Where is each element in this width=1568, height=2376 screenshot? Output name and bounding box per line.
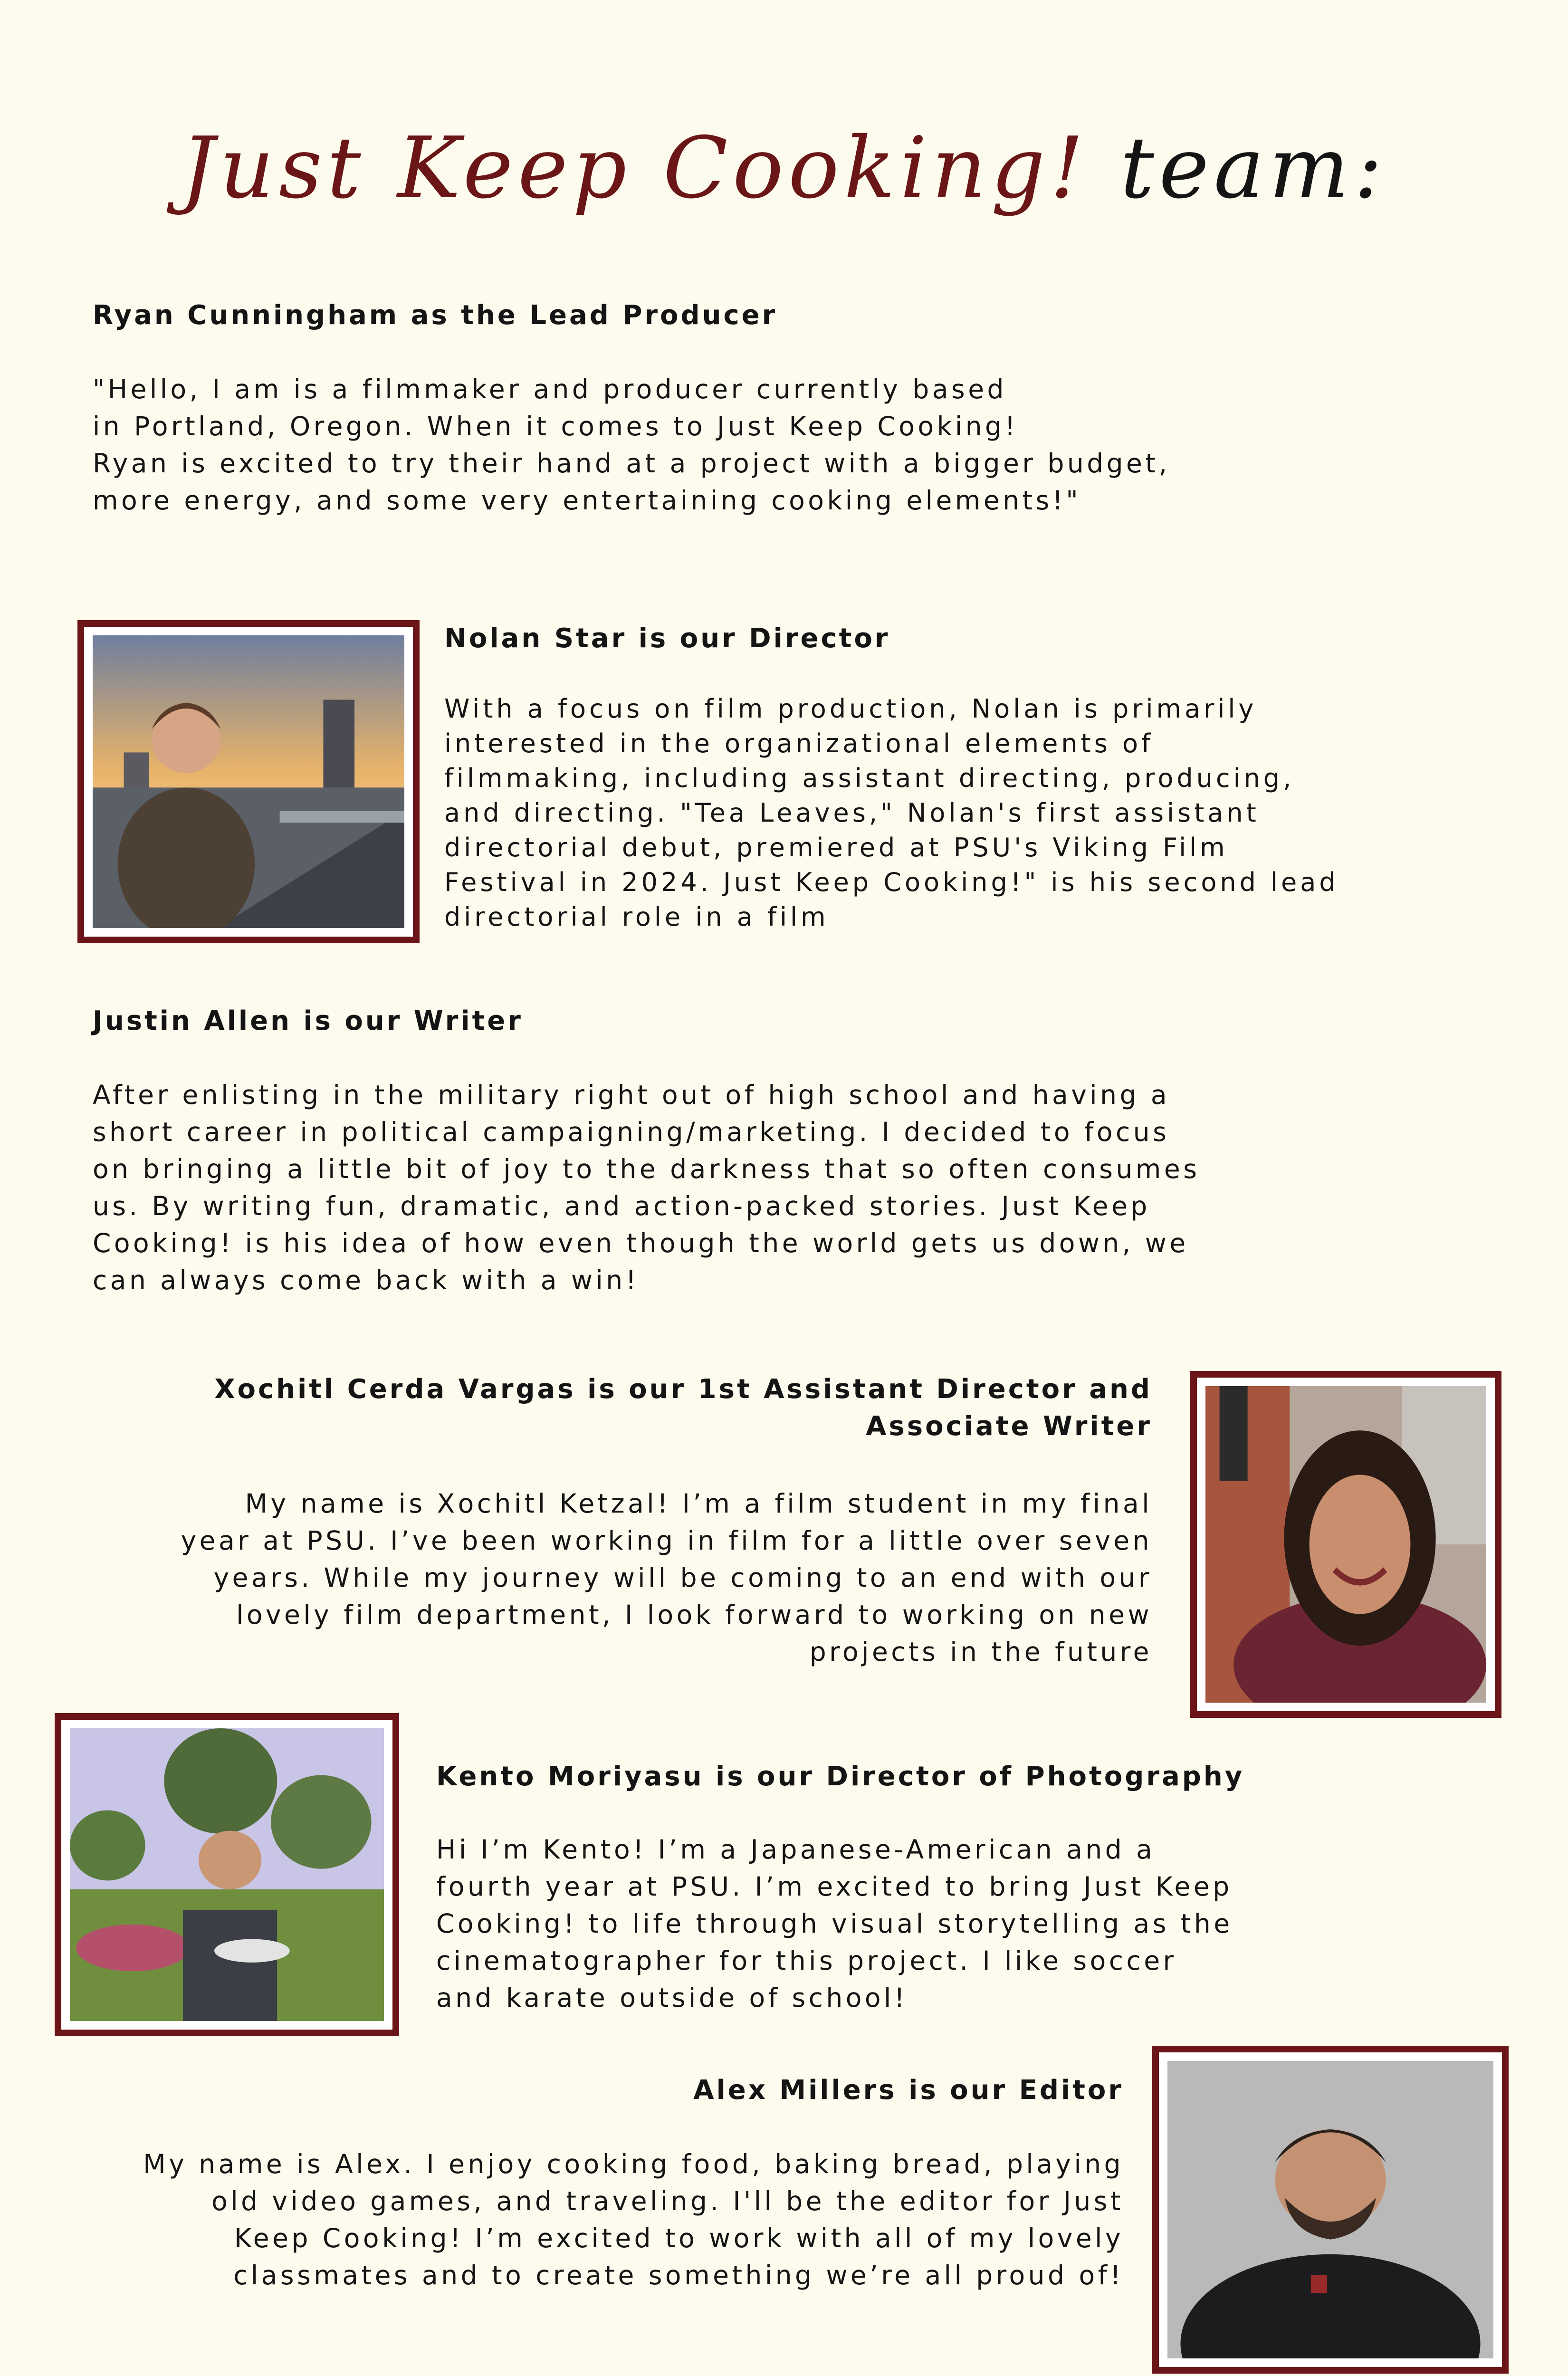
- bio-line: classmates and to create something we’re all proud of!: [233, 2260, 1124, 2290]
- alex-photo: [1152, 2046, 1509, 2374]
- kento-heading: Kento Moriyasu is our Director of Photography: [436, 1761, 1245, 1792]
- bio-line: old video games, and traveling. I'll be the editor for Just: [211, 2186, 1124, 2216]
- bio-line: lovely film department, I look forward to working on new: [236, 1600, 1152, 1630]
- bio-line: us. By writing fun, dramatic, and action-packed stories. Just Keep: [93, 1191, 1150, 1221]
- bio-line: After enlisting in the military right out of high school and having a: [93, 1080, 1170, 1110]
- bio-line: filmmaking, including assistant directing, producing,: [444, 763, 1295, 793]
- heading-line: Xochitl Cerda Vargas is our 1st Assistant Director and: [214, 1374, 1152, 1405]
- bio-line: on bringing a little bit of joy to the darkness that so often consumes: [93, 1154, 1200, 1184]
- ryan-bio: [93, 371, 1170, 519]
- bio-line: years. While my journey will be coming to an end with our: [213, 1562, 1152, 1593]
- nolan-heading: Nolan Star is our Director: [444, 623, 890, 654]
- nolan-bio: [444, 691, 1339, 934]
- nolan-portrait-image: [93, 635, 404, 928]
- bio-line: year at PSU. I’ve been working in film for a little over seven: [181, 1525, 1152, 1556]
- heading-line: Associate Writer: [866, 1411, 1152, 1442]
- bio-line: "Hello, I am is a filmmaker and producer currently based: [93, 374, 1007, 404]
- xochitl-portrait-image: [1205, 1386, 1486, 1703]
- xochitl-heading: [86, 1371, 1152, 1445]
- title-brand: Just Keep Cooking!: [181, 119, 1089, 217]
- bio-line: Hi I’m Kento! I’m a Japanese-American and a: [436, 1834, 1156, 1865]
- bio-line: and directing. "Tea Leaves," Nolan's first assistant: [444, 798, 1260, 828]
- bio-line: Festival in 2024. Just Keep Cooking!" is his second lead: [444, 867, 1339, 897]
- bio-line: can always come back with a win!: [93, 1265, 640, 1295]
- alex-bio: [86, 2146, 1124, 2294]
- alex-heading: Alex Millers is our Editor: [693, 2075, 1124, 2106]
- bio-line: My name is Alex. I enjoy cooking food, baking bread, playing: [143, 2149, 1124, 2179]
- bio-line: With a focus on film production, Nolan is primarily: [444, 694, 1257, 724]
- bio-line: interested in the organizational elements of: [444, 728, 1154, 758]
- kento-portrait-image: [70, 1728, 384, 2021]
- bio-line: Ryan is excited to try their hand at a project with a bigger budget,: [93, 448, 1170, 479]
- kento-bio: [436, 1831, 1233, 2016]
- poster-title: [0, 119, 1568, 217]
- alex-portrait-image: [1167, 2061, 1493, 2358]
- bio-line: short career in political campaigning/marketing. I decided to focus: [93, 1117, 1170, 1147]
- ryan-heading: Ryan Cunningham as the Lead Producer: [93, 300, 778, 331]
- title-tail: team:: [1120, 119, 1387, 217]
- nolan-photo: [77, 620, 420, 943]
- bio-line: fourth year at PSU. I’m excited to bring Just Keep: [436, 1871, 1233, 1902]
- bio-line: in Portland, Oregon. When it comes to Just Keep Cooking!: [93, 411, 1019, 441]
- bio-line: directorial debut, premiered at PSU's Viking Film: [444, 833, 1228, 862]
- bio-line: and karate outside of school!: [436, 1983, 908, 2013]
- kento-photo: [55, 1713, 399, 2036]
- justin-heading: Justin Allen is our Writer: [93, 1006, 523, 1036]
- bio-line: Cooking! is his idea of how even though the world gets us down, we: [93, 1228, 1189, 1258]
- xochitl-bio: [86, 1485, 1152, 1670]
- bio-line: directorial role in a film: [444, 902, 829, 932]
- bio-line: cinematographer for this project. I like soccer: [436, 1945, 1177, 1976]
- xochitl-photo: [1190, 1371, 1501, 1718]
- bio-line: My name is Xochitl Ketzal! I’m a film student in my final: [245, 1488, 1152, 1519]
- bio-line: Keep Cooking! I’m excited to work with all of my lovely: [234, 2223, 1124, 2253]
- justin-bio: [93, 1076, 1200, 1299]
- bio-line: Cooking! to life through visual storytelling as the: [436, 1908, 1233, 1939]
- bio-line: more energy, and some very entertaining cooking elements!": [93, 485, 1081, 516]
- bio-line: projects in the future: [809, 1637, 1152, 1667]
